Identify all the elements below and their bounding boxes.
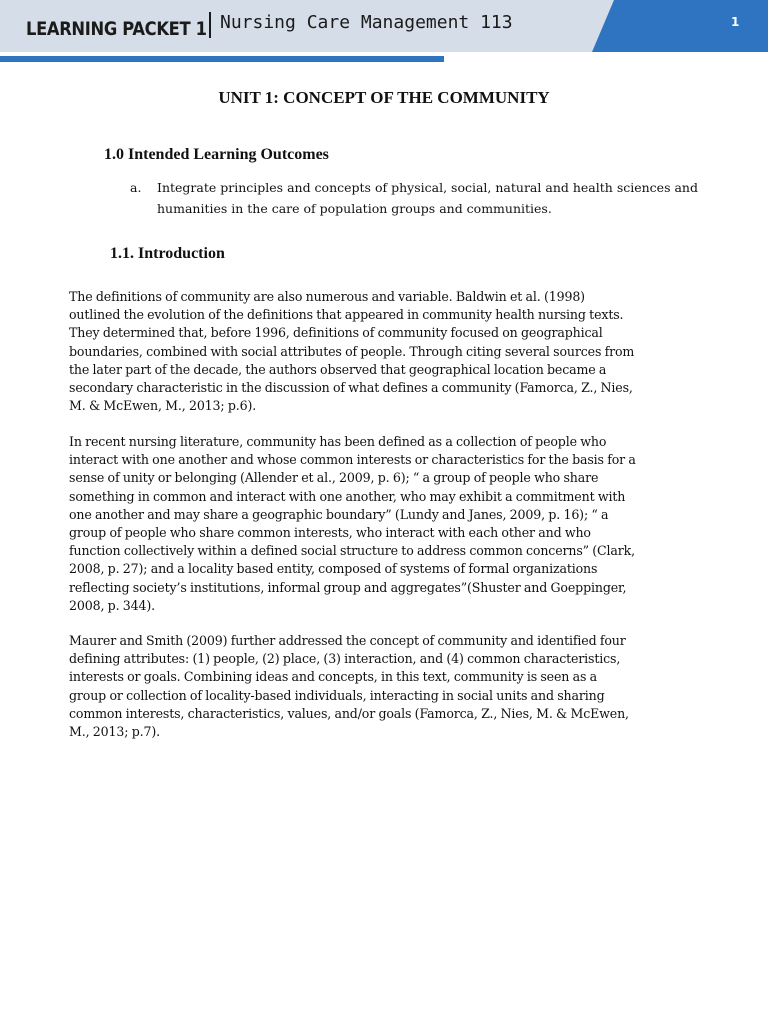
paragraph-line: something in common and interact with one another, who may exhibit a commitment with: [69, 488, 626, 504]
paragraph-line: They determined that, before 1996, definitions of community focused on geographical: [69, 325, 603, 341]
paragraph-line: outlined the evolution of the definitions that appeared in community health nursing texts.: [69, 307, 624, 323]
paragraph-line: function collectively within a defined social structure to address common concerns” (Clark,: [69, 543, 635, 559]
paragraph-line: one another and may share a geographic boundary” (Lundy and Janes, 2009, p. 16); “ a: [69, 506, 609, 522]
paragraph-line: reflecting society’s institutions, informal group and aggregates”(Shuster and Goeppinger,: [69, 579, 627, 595]
paragraph-line: sense of unity or belonging (Allender et al., 2009, p. 6); “ a group of people who share: [69, 470, 599, 486]
paragraph-line: M., 2013; p.7).: [69, 724, 160, 740]
introduction-heading: 1.1. Introduction: [110, 245, 225, 262]
paragraph-line: group or collection of locality-based individuals, interacting in social units and sharing: [69, 687, 605, 703]
paragraph-line: boundaries, combined with social attributes of people. Through citing several sources from: [69, 343, 635, 359]
header-page-tab: [592, 0, 768, 52]
outcomes-heading: 1.0 Intended Learning Outcomes: [104, 146, 329, 163]
paragraph-line: In recent nursing literature, community has been defined as a collection of people who: [69, 434, 607, 449]
outcome-marker: a.: [130, 180, 142, 195]
paragraph-line: interests or goals. Combining ideas and concepts, in this text, community is seen as a: [69, 669, 597, 685]
unit-title: UNIT 1: CONCEPT OF THE COMMUNITY: [218, 88, 550, 107]
paragraph-line: secondary characteristic in the discussion of what defines a community (Famorca, Z., Nies,: [69, 380, 633, 396]
learning-packet-title: LEARNING PACKET 1: [26, 18, 207, 40]
paragraph-line: Maurer and Smith (2009) further addressed the concept of community and identified four: [69, 633, 626, 648]
header-accent-rule: [0, 56, 444, 62]
paragraph-line: defining attributes: (1) people, (2) place, (3) interaction, and (4) common characteristics,: [69, 651, 621, 667]
course-title: Nursing Care Management 113: [220, 12, 513, 33]
paragraph-line: The definitions of community are also numerous and variable. Baldwin et al. (1998): [69, 289, 585, 304]
paragraph-line: common interests, characteristics, values, and/or goals (Famorca, Z., Nies, M. & McEwen,: [69, 705, 629, 721]
intro-paragraph-3: [69, 632, 699, 741]
intro-paragraph-2: [69, 433, 699, 615]
intro-paragraph-1: [69, 288, 699, 415]
paragraph-line: 2008, p. 344).: [69, 597, 155, 613]
outcome-text: Integrate principles and concepts of physical, social, natural and health sciences and humanities in the care of population groups and communities.: [157, 180, 698, 216]
paragraph-line: interact with one another and whose common interests or characteristics for the basis for a: [69, 452, 636, 468]
paragraph-line: M. & McEwen, M., 2013; p.6).: [69, 398, 257, 414]
paragraph-line: group of people who share common interests, who interact with each other and who: [69, 525, 591, 541]
paragraph-line: 2008, p. 27); and a locality based entity, composed of systems of formal organizations: [69, 561, 598, 577]
page-number: 1: [731, 15, 740, 29]
header-divider: [209, 12, 211, 38]
paragraph-line: the later part of the decade, the authors observed that geographical location became a: [69, 361, 607, 377]
